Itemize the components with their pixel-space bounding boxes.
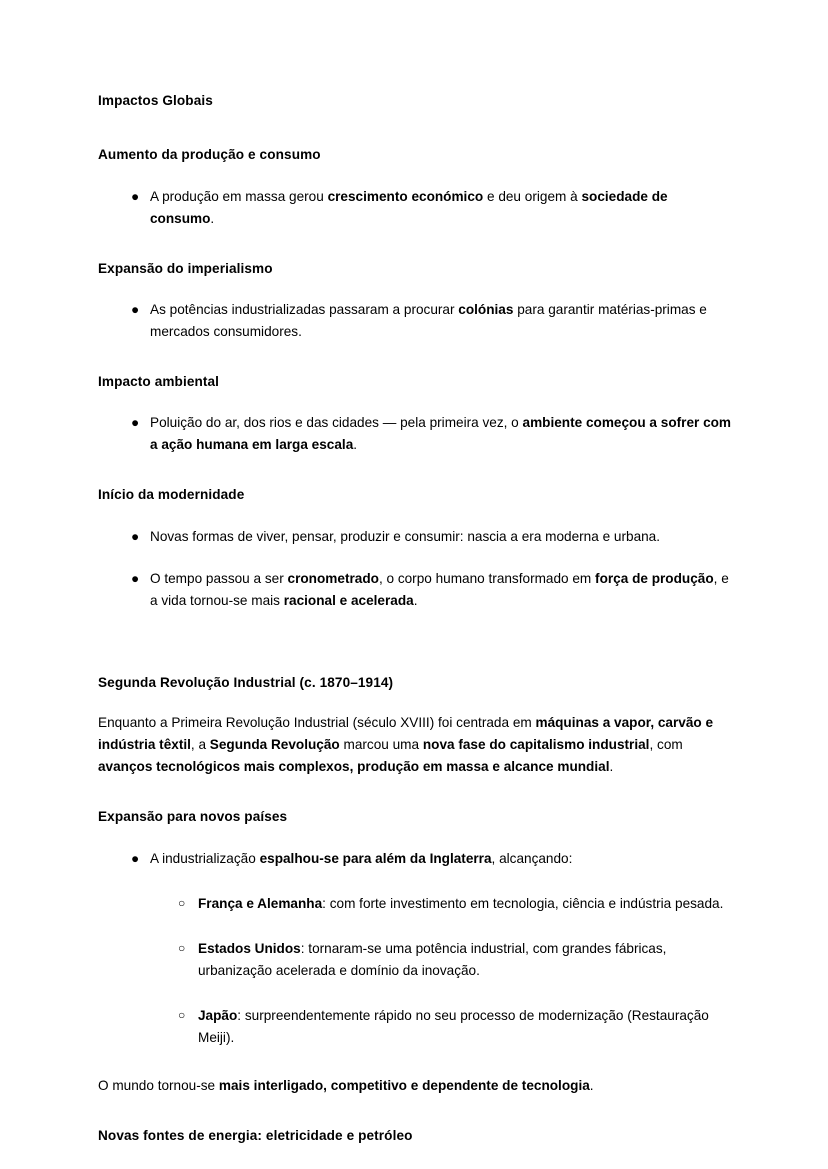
list-expansao-novos-paises	[98, 848, 732, 870]
bullet-dot-icon: ●	[131, 528, 140, 544]
list-item-text: A produção em massa gerou crescimento económico e deu origem à sociedade de consumo.	[150, 188, 668, 226]
list-item	[98, 848, 732, 870]
heading-novas-fontes-energia: Novas fontes de energia: eletricidade e petróleo	[98, 1127, 413, 1143]
list-item	[98, 526, 732, 548]
list-item-text: Novas formas de viver, pensar, produzir e consumir: nascia a era moderna e urbana.	[150, 528, 661, 544]
list-item	[98, 568, 732, 612]
heading-expansao-novos-paises: Expansão para novos países	[98, 809, 288, 825]
list-item	[98, 186, 732, 230]
list-item	[98, 1005, 732, 1049]
sublist-paises	[98, 893, 732, 1049]
paragraph-mundo-interligado: O mundo tornou-se mais interligado, competitivo e dependente de tecnologia.	[98, 1077, 594, 1093]
list-item-text: França e Alemanha: com forte investimento em tecnologia, ciência e indústria pesada.	[198, 895, 724, 911]
bullet-circle-icon: ○	[178, 1007, 186, 1022]
list-item-text: Poluição do ar, dos rios e das cidades — pela primeira vez, o ambiente começou a sofrer com a ação humana em larga escala.	[150, 415, 732, 453]
bullet-dot-icon: ●	[131, 302, 140, 318]
list-expansao-imperialismo	[98, 299, 732, 343]
list-item-text: O tempo passou a ser cronometrado, o corpo humano transformado em força de produção, e a vida tornou-se mais racional e acelerada.	[150, 570, 729, 608]
paragraph-segunda-revolucao: Enquanto a Primeira Revolução Industrial (século XVIII) foi centrada em máquinas a vapor, carvão e indústria têxtil, a Segunda Revolução marcou uma nova fase do capitalismo industrial, com avanços tecnológicos mais complexos, produção em massa e alcance mundial.	[98, 715, 714, 775]
list-item	[98, 938, 732, 982]
bullet-circle-icon: ○	[178, 895, 186, 910]
bullet-dot-icon: ●	[131, 570, 140, 586]
bullet-dot-icon: ●	[131, 188, 140, 204]
list-item-text: As potências industrializadas passaram a procurar colónias para garantir matérias-primas e mercados consumidores.	[150, 302, 707, 340]
list-item-text: Japão: surpreendentemente rápido no seu processo de modernização (Restauração Meiji).	[198, 1007, 709, 1045]
list-inicio-modernidade	[98, 526, 732, 612]
bullet-dot-icon: ●	[131, 850, 140, 866]
list-aumento-producao-consumo	[98, 186, 732, 230]
list-item-text: Estados Unidos: tornaram-se uma potência industrial, com grandes fábricas, urbanização acelerada e domínio da inovação.	[198, 940, 667, 978]
heading-segunda-revolucao-industrial: Segunda Revolução Industrial (c. 1870–1914)	[98, 674, 394, 690]
list-item	[98, 412, 732, 456]
heading-impacto-ambiental: Impacto ambiental	[98, 374, 220, 390]
heading-inicio-modernidade: Início da modernidade	[98, 487, 245, 503]
heading-impactos-globais: Impactos Globais	[98, 93, 213, 108]
heading-aumento-producao-consumo: Aumento da produção e consumo	[98, 147, 321, 163]
list-impacto-ambiental	[98, 412, 732, 456]
list-item-text: A industrialização espalhou-se para além da Inglaterra, alcançando:	[150, 850, 573, 866]
bullet-circle-icon: ○	[178, 940, 186, 955]
list-item	[98, 299, 732, 343]
list-item	[98, 893, 732, 915]
document-body	[98, 92, 732, 1145]
heading-expansao-imperialismo: Expansão do imperialismo	[98, 260, 273, 276]
bullet-dot-icon: ●	[131, 415, 140, 431]
